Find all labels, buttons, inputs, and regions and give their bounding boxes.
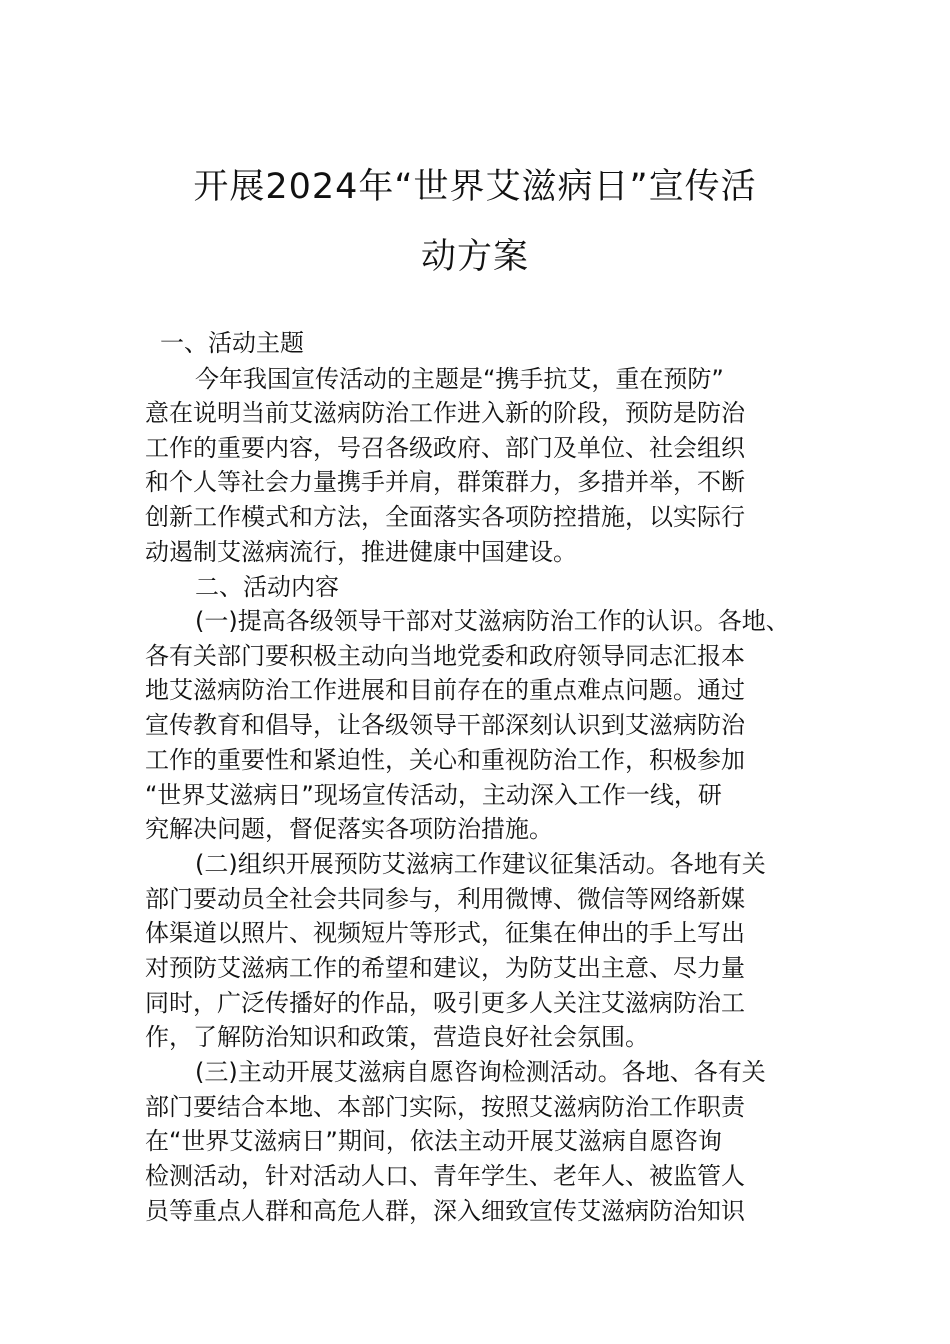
paragraph-line: 在“世界艾滋病日”期间，依法主动开展艾滋病自愿咨询: [145, 1127, 722, 1155]
paragraph-line: 部门要动员全社会共同参与，利用微博、微信等网络新媒: [145, 885, 745, 913]
paragraph-line: 工作的重要性和紧迫性，关心和重视防治工作，积极参加: [145, 746, 745, 774]
paragraph-line: 地艾滋病防治工作进展和目前存在的重点难点问题。通过: [145, 676, 745, 704]
section-heading-1: 一、活动主题: [160, 329, 304, 357]
paragraph-line: “世界艾滋病日”现场宣传活动，主动深入工作一线，研: [145, 781, 722, 809]
paragraph-line: 意在说明当前艾滋病防治工作进入新的阶段，预防是防治: [145, 399, 745, 427]
paragraph-line: (一)提高各级领导干部对艾滋病防治工作的认识。各地、: [195, 607, 790, 635]
paragraph-line: 今年我国宣传活动的主题是“携手抗艾，重在预防”: [195, 365, 724, 393]
paragraph-line: 体渠道以照片、视频短片等形式，征集在伸出的手上写出: [145, 919, 745, 947]
paragraph-line: 和个人等社会力量携手并肩，群策群力，多措并举，不断: [145, 468, 745, 496]
paragraph-line: 作，了解防治知识和政策，营造良好社会氛围。: [145, 1023, 649, 1051]
section-heading-2: 二、活动内容: [195, 573, 339, 601]
paragraph-line: 检测活动，针对活动人口、青年学生、老年人、被监管人: [145, 1162, 745, 1190]
paragraph-line: 部门要结合本地、本部门实际，按照艾滋病防治工作职责: [145, 1093, 745, 1121]
paragraph-line: 宣传教育和倡导，让各级领导干部深刻认识到艾滋病防治: [145, 711, 745, 739]
document-title-line-2: 动方案: [420, 237, 529, 277]
paragraph-line: 创新工作模式和方法，全面落实各项防控措施，以实际行: [145, 503, 745, 531]
paragraph-line: (三)主动开展艾滋病自愿咨询检测活动。各地、各有关: [195, 1058, 766, 1086]
paragraph-line: 各有关部门要积极主动向当地党委和政府领导同志汇报本: [145, 642, 745, 670]
paragraph-line: 究解决问题，督促落实各项防治措施。: [145, 815, 553, 843]
paragraph-line: 动遏制艾滋病流行，推进健康中国建设。: [145, 538, 577, 566]
paragraph-line: 工作的重要内容，号召各级政府、部门及单位、社会组织: [145, 434, 745, 462]
document-title-line-1: 开展2024年“世界艾滋病日”宣传活: [193, 167, 757, 207]
paragraph-line: 对预防艾滋病工作的希望和建议，为防艾出主意、尽力量: [145, 954, 745, 982]
paragraph-line: 同时，广泛传播好的作品，吸引更多人关注艾滋病防治工: [145, 989, 745, 1017]
paragraph-line: 员等重点人群和高危人群，深入细致宣传艾滋病防治知识: [145, 1197, 745, 1225]
paragraph-line: (二)组织开展预防艾滋病工作建议征集活动。各地有关: [195, 850, 766, 878]
